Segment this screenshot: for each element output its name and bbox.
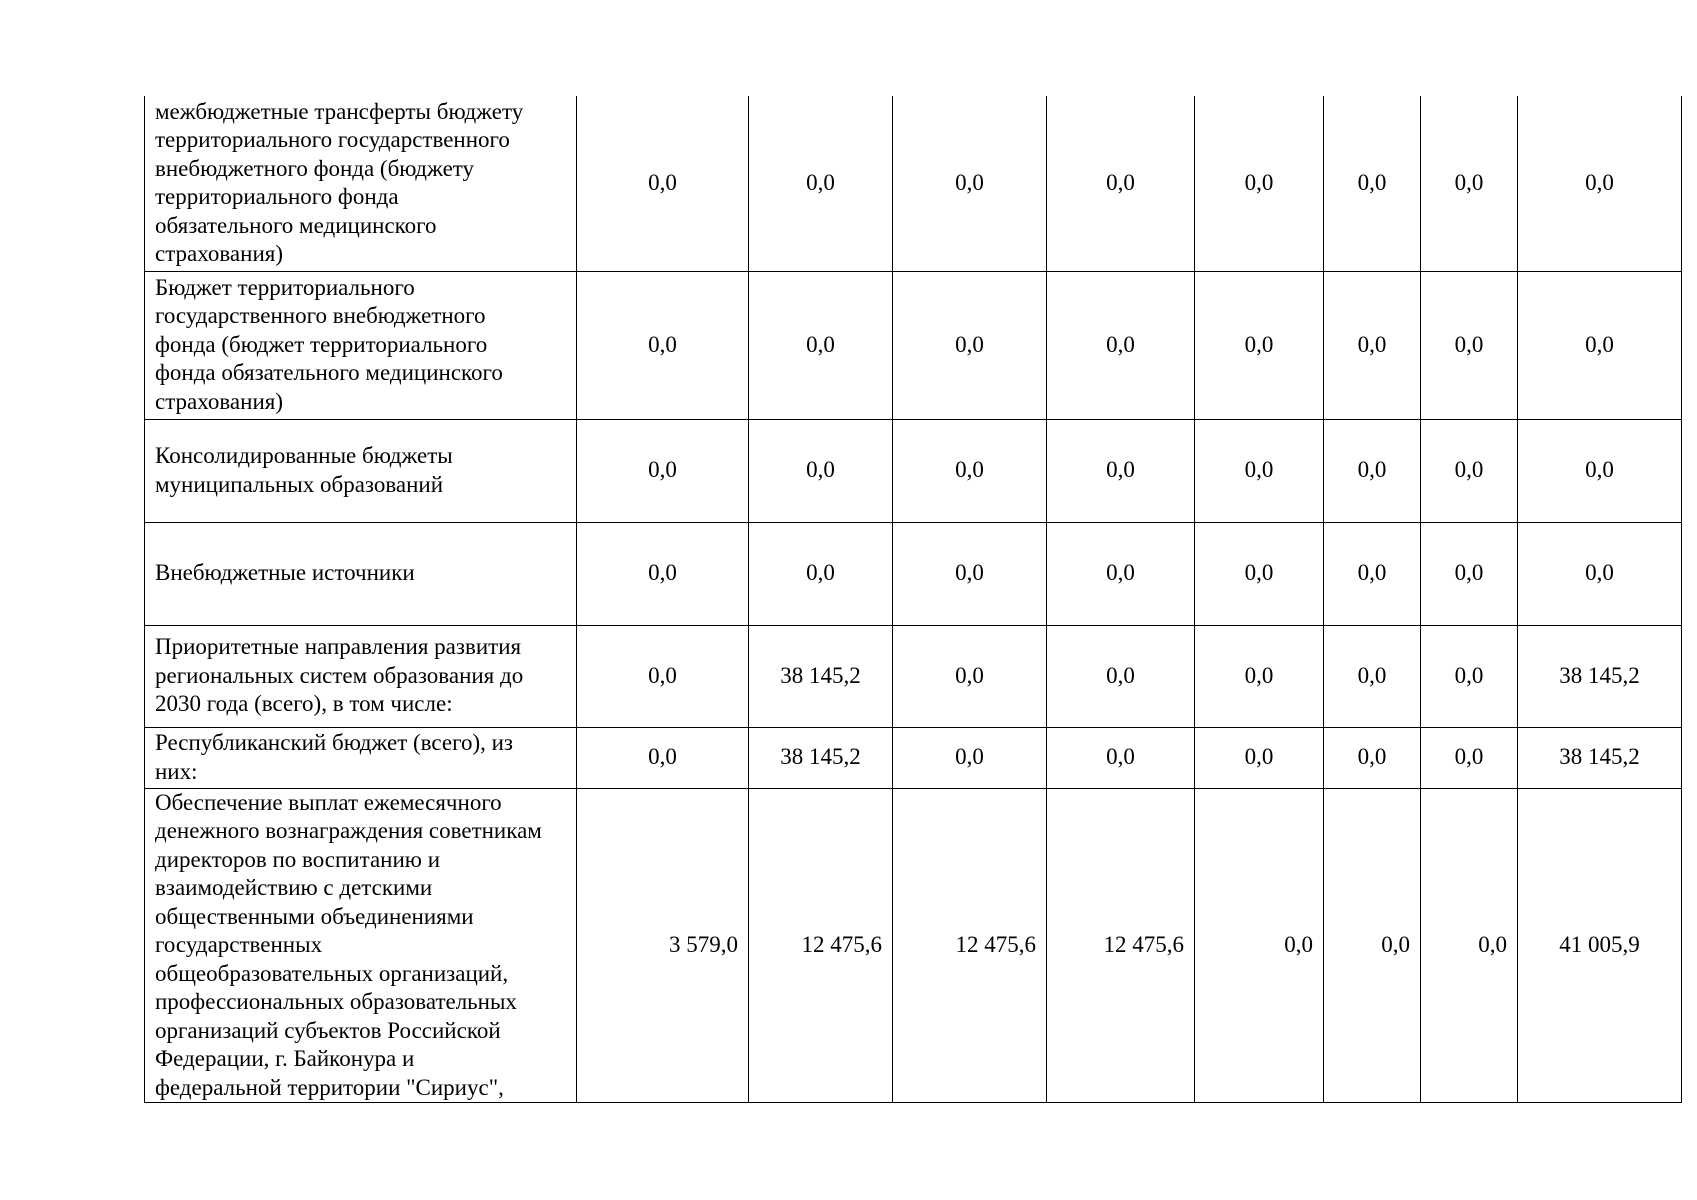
value-cell: 0,0 xyxy=(1195,271,1324,419)
value-cell: 38 145,2 xyxy=(749,727,893,788)
value-cell: 0,0 xyxy=(1047,271,1195,419)
value-cell: 0,0 xyxy=(1195,419,1324,522)
row-label-cell xyxy=(145,419,577,522)
value-cell: 0,0 xyxy=(1324,96,1421,271)
total-cell: 38 145,2 xyxy=(1518,727,1682,788)
row-label: Бюджет территориального государственного внебюджетного фонда (бюджет территориального фонда обязательного медицинского страхования) xyxy=(155,274,503,414)
row-label-cell xyxy=(145,727,577,788)
value-cell: 0,0 xyxy=(1195,727,1324,788)
row-label-cell xyxy=(145,625,577,727)
total-cell: 0,0 xyxy=(1518,96,1682,271)
value-cell: 0,0 xyxy=(1047,419,1195,522)
value-cell: 0,0 xyxy=(577,727,749,788)
value-cell: 0,0 xyxy=(1195,788,1324,1103)
row-label-cell xyxy=(145,788,577,1103)
row-label: Республиканский бюджет (всего), из них: xyxy=(155,730,514,784)
table-row xyxy=(145,419,1682,522)
value-cell: 0,0 xyxy=(1047,727,1195,788)
budget-table xyxy=(144,96,1682,1103)
value-cell: 0,0 xyxy=(1421,271,1518,419)
total-cell: 0,0 xyxy=(1518,271,1682,419)
value-cell: 0,0 xyxy=(1047,96,1195,271)
value-cell: 0,0 xyxy=(1421,625,1518,727)
value-cell: 0,0 xyxy=(577,419,749,522)
value-cell: 0,0 xyxy=(749,522,893,625)
value-cell: 0,0 xyxy=(577,96,749,271)
value-cell: 0,0 xyxy=(1195,522,1324,625)
value-cell: 0,0 xyxy=(893,419,1047,522)
value-cell: 0,0 xyxy=(749,419,893,522)
value-cell: 0,0 xyxy=(1047,625,1195,727)
value-cell: 0,0 xyxy=(893,96,1047,271)
value-cell: 0,0 xyxy=(1195,625,1324,727)
value-cell: 0,0 xyxy=(1324,522,1421,625)
value-cell: 38 145,2 xyxy=(749,625,893,727)
value-cell: 0,0 xyxy=(577,625,749,727)
total-cell: 0,0 xyxy=(1518,419,1682,522)
table-row xyxy=(145,727,1682,788)
value-cell: 0,0 xyxy=(1324,727,1421,788)
value-cell: 0,0 xyxy=(1324,419,1421,522)
value-cell: 0,0 xyxy=(893,271,1047,419)
value-cell: 0,0 xyxy=(1324,625,1421,727)
value-cell: 0,0 xyxy=(1324,788,1421,1103)
row-label: Обеспечение выплат ежемесячного денежного вознаграждения советникам директоров по воспитанию и взаимодействию с детскими общественными объединениями государственных общеобразовательных организаций, профессиональных образовательных организаций субъектов Российской Федерации, г. Байконура и федеральной территории "Сириус", xyxy=(155,789,542,1100)
value-cell: 12 475,6 xyxy=(1047,788,1195,1103)
value-cell: 12 475,6 xyxy=(749,788,893,1103)
row-label: Приоритетные направления развития региональных систем образования до 2030 года (всего), в том числе: xyxy=(155,634,524,717)
value-cell: 0,0 xyxy=(1421,419,1518,522)
value-cell: 0,0 xyxy=(577,271,749,419)
total-cell: 41 005,9 xyxy=(1518,788,1682,1103)
value-cell: 0,0 xyxy=(893,522,1047,625)
table-row xyxy=(145,522,1682,625)
row-label: Консолидированные бюджеты муниципальных образований xyxy=(155,443,453,497)
row-label-cell xyxy=(145,522,577,625)
table-row xyxy=(145,271,1682,419)
value-cell: 0,0 xyxy=(749,96,893,271)
value-cell: 0,0 xyxy=(893,727,1047,788)
value-cell: 12 475,6 xyxy=(893,788,1047,1103)
value-cell: 0,0 xyxy=(1195,96,1324,271)
value-cell: 3 579,0 xyxy=(577,788,749,1103)
value-cell: 0,0 xyxy=(1047,522,1195,625)
total-cell: 38 145,2 xyxy=(1518,625,1682,727)
total-cell: 0,0 xyxy=(1518,522,1682,625)
value-cell: 0,0 xyxy=(577,522,749,625)
row-label: Внебюджетные источники xyxy=(155,560,415,586)
value-cell: 0,0 xyxy=(1421,522,1518,625)
value-cell: 0,0 xyxy=(1421,727,1518,788)
value-cell: 0,0 xyxy=(1324,271,1421,419)
table-row xyxy=(145,96,1682,271)
table-row xyxy=(145,625,1682,727)
value-cell: 0,0 xyxy=(1421,96,1518,271)
table-row xyxy=(145,788,1682,1103)
value-cell: 0,0 xyxy=(893,625,1047,727)
row-label-cell xyxy=(145,271,577,419)
value-cell: 0,0 xyxy=(749,271,893,419)
value-cell: 0,0 xyxy=(1421,788,1518,1103)
row-label-cell xyxy=(145,96,577,271)
table-body xyxy=(145,96,1682,1103)
row-label: межбюджетные трансферты бюджету территориального государственного внебюджетного фонда (бюджету территориального фонда обязательного медицинского страхования) xyxy=(155,98,524,267)
